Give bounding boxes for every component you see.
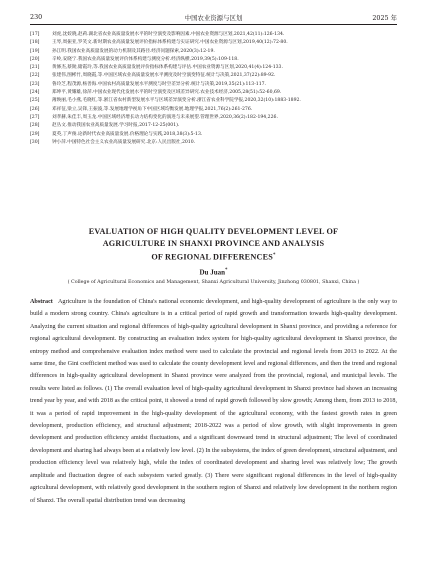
- reference-text: 黄修杰,蔡勋,储霞玲,等.我国农业高质量发展评价指标体系构建与评估.中国农业资源与区划,2020,41(4):124-133.: [52, 65, 283, 71]
- reference-number: [29]: [30, 131, 40, 137]
- title-line: EVALUATION OF HIGH QUALITY DEVELOPMENT LEVEL OF: [88, 227, 339, 236]
- reference-number: [21]: [30, 65, 40, 71]
- reference-text: 孙江明.我国农业高质量发展的动力机制及其路径.经济问题探索,2020(3):12-19.: [52, 48, 215, 54]
- author-affiliation: ( College of Agricultural Economics and Management, Shanxi Agricultural University, Jinzhong 030801, Shanxi, China ): [67, 280, 360, 285]
- reference-number: [18]: [30, 40, 40, 46]
- abstract: [30, 296, 397, 507]
- reference-text: 赵丛文.推动我国农业高质量发展.学习时报,2017-12-25(001).: [52, 123, 180, 129]
- reference-item: [30, 89, 397, 97]
- reference-item: [30, 139, 397, 147]
- reference-number: [19]: [30, 48, 40, 54]
- reference-item: [30, 81, 397, 89]
- reference-item: [30, 122, 397, 130]
- abstract-label: Abstract: [30, 299, 53, 305]
- reference-text: 刘虎,沈姣晓,赵莉.湖北省农业高质量发展水平的时空演变及影响因素.中国农业资源与区划,2021,42(11):126-134.: [52, 32, 285, 37]
- reference-number: [25]: [30, 98, 40, 104]
- reference-text: 郑坤平,黄耀雄,徐萍.中国农业现代化发展水平的时空演变及区域差异研究.农业技术经济,2005,28(51):52-60,69.: [52, 90, 282, 96]
- paper-title: [40, 226, 387, 264]
- reference-number: [28]: [30, 123, 40, 129]
- reference-number: [23]: [30, 81, 40, 87]
- reference-item: [30, 114, 397, 122]
- title-line: OF REGIONAL DIFFERENCES*: [151, 252, 276, 262]
- author-name: Du Juan*: [199, 268, 228, 277]
- reference-text: 刘孝赫,朱佳丰,周玉龙.中国区域经济增长动力结构变化的演进与未来展望.管理世界,2020,36(2):182-194,226.: [52, 114, 278, 120]
- reference-list: [30, 31, 397, 147]
- reference-number: [17]: [30, 32, 40, 37]
- reference-text: 薄焕丽,毛小燕,毛晓红,等.浙江省农村新型发展水平与区域差异演变分析.浙江省农业科学院学报,2020,32(10):1883-1892.: [52, 98, 301, 104]
- reference-number: [26]: [30, 106, 40, 112]
- journal-year: 2025 年: [372, 14, 397, 22]
- reference-item: [30, 64, 397, 72]
- reference-number: [24]: [30, 90, 40, 96]
- abstract-text: Agriculture is the foundation of China's national economic development, and high-quality development of agriculture is the only way to build a modern strong country. China's agriculture is in a critical period of rapid growth and transformation towards high-quality development. Analyzing the current situation and regional differences of high-quality agricultural development in Shanxi province, and providing a reference for regional agricultural development. By constructing an evaluation index system for high-quality agricultural development in Shanxi province, the entropy method and comprehensive evaluation index method were used to calculate the provincial and regional levels from 2013 to 2022. At the same time, the Gini coefficient method was used to calculate the county development level and regional differences, and then the trend and regional differences in high-quality agricultural development in Shanxi province were analyzed from the provincial, regional, and municipal levels. The results were listed as follows. (1) The overall evaluation level of high-quality agricultural development in Shanxi province had shown an increasing trend year by year, and with 2018 as the critical point, it showed a trend of rapid growth followed by slow growth; Among them, from 2013 to 2018, it was a period of rapid improvement in the high-quality development of the agricultural economy, with the fastest growth rates in green development, production efficiency, and structural adjustment; 2018-2022 was a period of slow growth, with slight improvements in green development and production efficiency amidst fluctuations, and a significant downward trend in structural adjustment; The level of coordinated development and sharing had always been at a relatively low level. (2) In the subsystems, the index of green development, structural adjustment, and production efficiency level was relatively high, while the index of coordinated development and sharing level was relatively low; The growth amplitude and fluctuation degree of each subsystem varied greatly. (3) There were significant regional differences in the level of high-quality agricultural development, with relatively good development in the southern region of Shanxi and relatively low development in the northern region of Shanxi. The overall spatial distribution trend was decreasing: [30, 299, 397, 504]
- title-footnote-mark: *: [272, 253, 276, 258]
- title-line: AGRICULTURE IN SHANXI PROVINCE AND ANALYSIS: [102, 239, 325, 248]
- reference-text: 张建伟,图彬竹,周晓霞,等.中国区域农业高质量发展水平测度及时空演变特征.统计与决策,2021,37(22):89-92.: [52, 73, 276, 79]
- reference-text: 钟小萍.中国特色社会主义农业高质量发展研究.北京:人民出版社,2010.: [52, 139, 196, 145]
- reference-text: 夏英,丁声俊.论新时代农业高质量发展.价格理论与实践,2018,38(3):5-13.: [52, 131, 203, 137]
- reference-item: [30, 106, 397, 114]
- running-header: [30, 8, 397, 24]
- journal-title: 中国农业资源与区划: [184, 14, 243, 22]
- reference-number: [22]: [30, 73, 40, 79]
- reference-text: 王琴,周振亚,罗笑文.新时期农业高质量发展评价指标体系构建与实证研究.中国农业资源与区划,2019,40(12):72-80.: [52, 40, 288, 46]
- reference-item: [30, 39, 397, 47]
- reference-text: 邓祥征,梁立,吴锋,王振波,等.发展地理学视角下中国区域均衡发展.地理学报,2021,76(2):261-276.: [52, 106, 253, 112]
- reference-number: [30]: [30, 139, 40, 145]
- page-number: 230: [30, 13, 43, 21]
- reference-item: [30, 48, 397, 56]
- reference-item: [30, 131, 397, 139]
- reference-item: [30, 31, 397, 39]
- reference-number: [20]: [30, 56, 40, 62]
- header-rule: [30, 24, 397, 25]
- reference-item: [30, 56, 397, 64]
- reference-item: [30, 97, 397, 105]
- reference-number: [27]: [30, 114, 40, 120]
- reference-text: 辛岭,安晓宁.我国农业高质量发展评价体系构建与测度分析.经济纵横,2019,39(5):109-118.: [52, 56, 239, 62]
- reference-text: 鲁玲芝,程茂源,杨善海.中国农村高质量发展水平测度与时空差异分析.统计与决策,2019,35(21):113-117.: [52, 81, 267, 87]
- author-footnote-mark: *: [224, 268, 228, 273]
- reference-item: [30, 72, 397, 80]
